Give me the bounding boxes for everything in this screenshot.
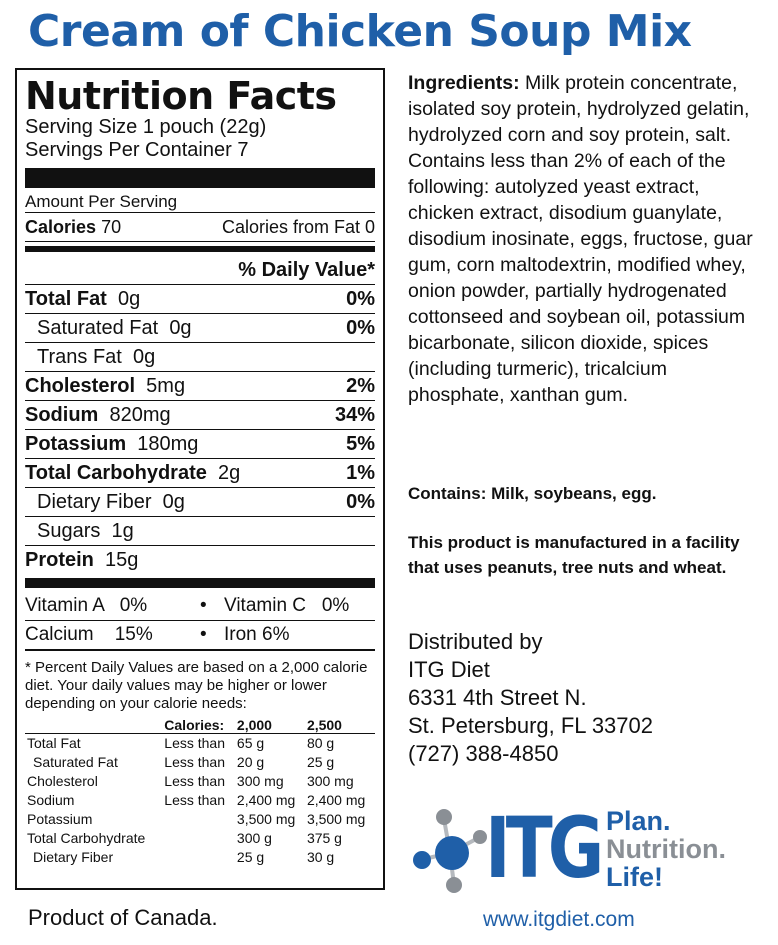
table-cell xyxy=(162,810,235,829)
divider-medium xyxy=(25,246,375,252)
table-cell: 80 g xyxy=(306,735,335,751)
bullet-separator: • xyxy=(200,595,207,616)
nutrient-label: Total Fat xyxy=(25,287,107,310)
tagline-life: Life! xyxy=(606,862,663,892)
nutrition-facts-heading: Nutrition Facts xyxy=(25,74,337,118)
calories-value: 70 xyxy=(101,216,122,237)
distributor-street: 6331 4th Street N. xyxy=(408,685,587,710)
nutrient-label: Protein xyxy=(25,548,94,571)
amount-per-serving: Amount Per Serving xyxy=(25,192,178,211)
ingredients-block xyxy=(408,70,768,408)
table-cell: 3,500 mg xyxy=(306,811,366,827)
ingredients-label: Ingredients: xyxy=(408,72,520,94)
nutrient-dv: 0% xyxy=(346,490,375,513)
vitamins-row xyxy=(25,592,375,621)
nutrient-row-sodium xyxy=(25,401,375,430)
nutrition-facts-panel xyxy=(15,68,385,890)
nutrient-row-dietary-fiber xyxy=(25,488,375,517)
table-cell: Dietary Fiber xyxy=(33,849,114,865)
distributor-name: ITG Diet xyxy=(408,657,490,682)
nutrient-label: Trans Fat xyxy=(37,345,122,368)
daily-value-footnote: * Percent Daily Values are based on a 2,000 calorie diet. Your daily values may be higher or lower depending on your calorie needs: xyxy=(25,659,368,712)
nutrient-amount: 180mg xyxy=(137,432,199,455)
nutrient-amount: 2g xyxy=(218,461,241,484)
nutrient-label: Sodium xyxy=(25,403,99,426)
tagline-nutrition: Nutrition. xyxy=(606,834,726,864)
nutrient-row-trans-fat xyxy=(25,343,375,372)
nutrient-amount: 15g xyxy=(105,548,139,571)
daily-value-header xyxy=(25,256,375,285)
nutrient-label: Saturated Fat xyxy=(37,316,159,339)
table-row xyxy=(25,772,375,791)
table-cell: Less than xyxy=(164,792,225,808)
table-cell: 25 g xyxy=(236,849,265,865)
nutrient-dv: 34% xyxy=(334,403,375,426)
table-cell: 375 g xyxy=(306,830,342,846)
nutrient-label: Potassium xyxy=(25,432,127,455)
table-cell: 25 g xyxy=(306,754,335,770)
table-row xyxy=(25,734,375,754)
nutrient-row-cholesterol xyxy=(25,372,375,401)
table-row xyxy=(25,829,375,848)
nutrient-amount: 820mg xyxy=(109,403,171,426)
nutrient-row-protein xyxy=(25,546,375,574)
table-cell: Sodium xyxy=(27,792,75,808)
table-cell: 30 g xyxy=(306,849,335,865)
nutrient-dv: 2% xyxy=(346,374,375,397)
nutrient-row-saturated-fat xyxy=(25,314,375,343)
table-cell: Less than xyxy=(164,754,225,770)
table-row xyxy=(25,810,375,829)
tagline-plan: Plan. xyxy=(606,806,671,836)
nutrient-label: Dietary Fiber xyxy=(37,490,152,513)
nutrient-dv: 5% xyxy=(346,432,375,455)
table-cell: Less than xyxy=(164,773,225,789)
distributor-info xyxy=(408,628,653,768)
table-cell xyxy=(162,829,235,848)
nutrient-label: Cholesterol xyxy=(25,374,136,397)
servings-per-container: Servings Per Container 7 xyxy=(25,139,249,161)
itg-wordmark: ITG xyxy=(485,799,600,897)
nutrient-row-total-fat xyxy=(25,285,375,314)
nutrient-amount: 0g xyxy=(132,345,156,368)
bullet-separator: • xyxy=(200,624,207,645)
table-cell: Potassium xyxy=(27,811,93,827)
table-cell: 2,400 mg xyxy=(306,792,366,808)
table-cell: Total Fat xyxy=(27,735,81,751)
country-of-origin: Product of Canada. xyxy=(28,905,218,930)
website-link[interactable]: www.itgdiet.com xyxy=(483,908,635,931)
table-header-cell: Calories: xyxy=(164,717,225,733)
table-cell: Total Carbohydrate xyxy=(27,830,146,846)
table-header-row xyxy=(25,717,375,734)
table-cell: Cholesterol xyxy=(27,773,98,789)
nutrient-amount: 5mg xyxy=(146,374,186,397)
table-row xyxy=(25,848,375,867)
divider-thick xyxy=(25,168,375,188)
vitamin-a: Vitamin A 0% xyxy=(25,595,148,616)
nutrient-row-total-carbohydrate xyxy=(25,459,375,488)
nutrient-label: Sugars xyxy=(37,519,101,542)
table-cell: 300 mg xyxy=(306,773,354,789)
minerals-row xyxy=(25,621,375,651)
distributor-line: Distributed by xyxy=(408,629,543,654)
table-cell: 20 g xyxy=(236,754,265,770)
distributor-phone: (727) 388-4850 xyxy=(408,741,559,766)
calories-label: Calories xyxy=(25,216,97,237)
facility-warning: This product is manufactured in a facility that uses peanuts, tree nuts and wheat. xyxy=(408,533,740,577)
table-cell: 300 mg xyxy=(236,773,284,789)
nutrient-amount: 1g xyxy=(111,519,134,542)
nutrient-amount: 0g xyxy=(162,490,185,513)
allergen-contains: Contains: Milk, soybeans, egg. xyxy=(408,484,657,503)
table-cell: 65 g xyxy=(236,735,265,751)
table-cell: 2,400 mg xyxy=(236,792,296,808)
table-cell: 3,500 mg xyxy=(236,811,296,827)
calories-row xyxy=(25,213,375,242)
nutrient-dv: 0% xyxy=(346,316,375,339)
iron: Iron 6% xyxy=(224,624,290,645)
nutrient-dv: 1% xyxy=(346,461,375,484)
calcium: Calcium 15% xyxy=(25,624,153,645)
nutrient-row-potassium xyxy=(25,430,375,459)
nutrient-amount: 0g xyxy=(117,287,141,310)
nutrient-row-sugars xyxy=(25,517,375,546)
molecule-icon xyxy=(410,805,490,895)
table-row xyxy=(25,791,375,810)
daily-value-header-text: % Daily Value* xyxy=(238,258,375,281)
nutrient-amount: 0g xyxy=(169,316,192,339)
table-header-cell: 2,500 xyxy=(306,717,342,733)
nutrient-label: Total Carbohydrate xyxy=(25,461,207,484)
table-cell: 300 g xyxy=(236,830,272,846)
table-cell: Saturated Fat xyxy=(33,754,118,770)
product-title: Cream of Chicken Soup Mix xyxy=(28,6,692,57)
distributor-city: St. Petersburg, FL 33702 xyxy=(408,713,653,738)
table-row xyxy=(25,753,375,772)
ingredients-text: Milk protein concentrate, isolated soy protein, hydrolyzed gelatin, hydrolyzed corn and soy protein, salt. Contains less than 2% of each of the following: autolyzed yeast extract, chicken extract, disodium guanylate, disodium inosinate, eggs, fructose, guar gum, corn maltodextrin, modified whey, onion powder, partially hydrogenated cottonseed and soybean oil, potassium bicarbonate, silicon dioxide, spices (including turmeric), tricalcium phosphate, xanthan gum. xyxy=(408,72,753,406)
calories-from-fat: Calories from Fat 0 xyxy=(221,216,375,237)
daily-value-table xyxy=(25,717,375,867)
divider-thick xyxy=(25,578,375,588)
table-cell: Less than xyxy=(164,735,225,751)
table-header-cell: 2,000 xyxy=(236,717,272,733)
nutrient-dv: 0% xyxy=(346,287,375,310)
serving-size: Serving Size 1 pouch (22g) xyxy=(25,116,267,138)
vitamin-c: Vitamin C 0% xyxy=(224,595,350,616)
table-cell xyxy=(162,848,235,867)
table-header-cell xyxy=(25,717,162,734)
itg-logo xyxy=(410,799,770,897)
logo-tagline xyxy=(606,807,726,891)
